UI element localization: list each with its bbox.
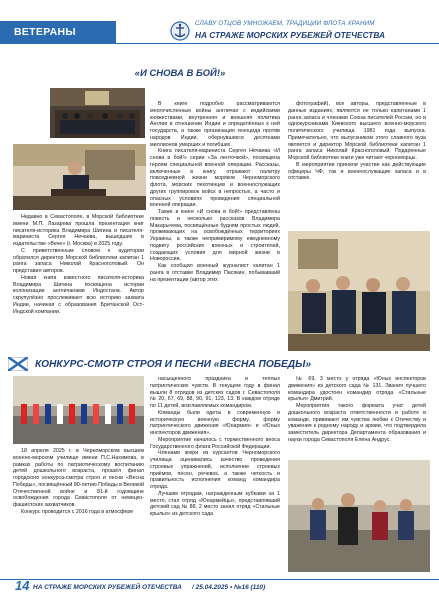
photo-authors-group: [288, 231, 430, 351]
paragraph: Мероприятие началось с торжественного вноса Государственного флага Российской Федерации.: [150, 436, 280, 450]
paragraph: Конкурс проводится с 2016 года в атмосфере: [21, 508, 134, 515]
paragraph: Команды были одеты в современную и историческую военную форму, форму патриотического движения «Юнармия» и «Юных инспекторов движения».: [150, 409, 280, 436]
header-newspaper-name: НА СТРАЖЕ МОРСКИХ РУБЕЖЕЙ ОТЕЧЕСТВА: [195, 30, 385, 40]
article1-column-2: [150, 101, 280, 283]
paragraph: Мероприятия такого формата учат детей дошкольного возраста ответственности и работе в команде, прививают им чувства любви к Отечеству и уважения к родному народу и армии, что подтвердила заместитель директора Департамента образования и науки города Севастополя Елена Андрус.: [288, 403, 426, 443]
paragraph: насыщенного праздника и теплых патриотических чувств. В текущем году в финал вышли 8 отрядов из детских садов г. Севастополя № 20, 67, 69, 88, 90, 91, 123, 13. В каждом отряде по 11 детей, возглавляемых командиром.: [150, 376, 280, 409]
article1-title: «И СНОВА В БОЙ!»: [134, 68, 226, 79]
photo-parade: [13, 376, 144, 444]
section-tab: ВЕТЕРАНЫ: [0, 21, 116, 43]
article2-column-2: [150, 376, 280, 518]
paragraph: Членами жюри из курсантов Черноморского училища оценивались качество проведения строевых упражнений, исполнение строевых приёмов, песен, речевок, а также четкость и правильность исполнения команд командира отряда.: [150, 450, 280, 490]
paragraph: Недавно в Севастополе, в Морской библиотеке имени М.П. Лазарева прошла презентация книг писателя-историка Владимира Шигина и писателя-мариниста Сергея Нечаева, вышедших в издательстве «Вече» (г. Москва) в 2025 году.: [13, 214, 144, 247]
photo-hall: [50, 88, 145, 138]
paragraph: Также в книге «И снова в бой!» представлены повесть и несколько рассказов Владимира Макарычева, посвящённые будням простых людей, проживающих на освобождённых территориях Украины, а также непримиримому ежедневному подвигу российских военных и строителей, создающих условия для мирной жизни в Новороссии.: [150, 209, 280, 263]
paragraph: Новая книга известного писателя-историка Владимира Шигина посвящена истории колонизации англичанами Индостана. Автор скрупулёзно прослеживает всю историю захвата Индии, начиная с образования Британской Ост-Индской компании.: [13, 274, 144, 315]
photo-speaker: [13, 144, 146, 210]
fleet-flag-icon: [8, 357, 28, 371]
footer-newspaper-name: НА СТРАЖЕ МОРСКИХ РУБЕЖЕЙ ОТЕЧЕСТВА: [33, 584, 182, 591]
paragraph: Книга писателя-мариниста Сергея Нечаева «И снова в бой!» серии «За ленточкой», посвящена героям специальной военной операции. Рассказы, включенные в книгу, отражают палитру повседневной жизни моряков Черноморского флота, морских пехотинцев и военнослужащих других группировок войск в непростых, а часто и опасных условиях проведения специальной военной операции.: [150, 148, 280, 209]
paragraph: 18 апреля 2025 г. в Черноморском высшем военно-морском училище имени П.С.Нахимова, в рамках работы по патриотическому воспитанию детей дошкольного возраста, прошёл финал городского конкурса-смотра строя и песни «Весна Победы», посвящённый 80-летию Победы в Великой Отечественной войне и 81-й годовщине освобождения города Севастополя от немецко-фашистских захватчиков.: [13, 448, 145, 508]
header-rule: [0, 43, 439, 44]
header-slogan: СЛАВУ ОТЦОВ УМНОЖАЕМ, ТРАДИЦИИ ФЛОТА ХРАНИМ: [195, 20, 375, 27]
navy-emblem-icon: [170, 20, 190, 42]
footer-rule: [0, 579, 439, 580]
photo-children-ceremony: [288, 460, 430, 572]
paragraph: В мероприятии приняли участие как действующие офицеры ЧФ, так и военнослужащие запаса и в отставке.: [288, 161, 426, 182]
page-number: 14: [15, 578, 30, 593]
article2-title: КОНКУРС-СМОТР СТРОЯ И ПЕСНИ «ВЕСНА ПОБЕДЫ»: [35, 359, 311, 370]
article2-column-3: [288, 376, 426, 444]
article1-column-1: [13, 214, 144, 315]
paragraph: Лучшим отрядам, награжденным кубками за 1 место, стал отряд «Юнармейцы», представлявший детский сад № 88, 2 место занял отряд «Стальные крылья» из детского сада: [150, 490, 280, 517]
paragraph: фотографий), все авторы, представленные в данных изданиях, являются не только капитанами 1 ранга запаса и членами Союза писателей России, но и однокурсниками Киевского высшего военно-морского политического училища 1981 года выпуска. Примечательно, что выпускником этого славного вуза является и директор Морской библиотеки капитан 1 ранга запаса Николай Красноголовый. Подаренные Морской библиотеке книги уже читают черноморцы.: [288, 101, 426, 161]
article2-column-1: [13, 448, 144, 516]
paragraph: С приветственным словом к аудитории обратился директор Морской библиотеки капитан 1 ранга запаса Николай Красноголовый. Он представил авторов.: [13, 247, 144, 274]
paragraph: № 69, 3 место у отряда «Юных инспекторов движения» из детского сада № 131. Звания лучшего командира удостоен командир отряда «Стальные крылья» Дмитрий.: [288, 376, 426, 403]
paragraph: Как сообщил военный журналист капитан 1 ранга в отставке Владимир Пасякин, побывавший на презентации (автор этих: [150, 263, 280, 283]
footer-issue-date: / 25.04.2025 • №16 (110): [192, 584, 266, 591]
article1-column-3: [288, 101, 426, 182]
paragraph: В книге подробно рассматриваются многочисленные войны англичан с индийскими княжествами, внутренняя и внешняя политика Англии в отношении Индии и определённых к ней государств, а также организация геноцида против народов Индии, обернувшихся десятками миллионов умерших и погибших.: [150, 101, 280, 148]
